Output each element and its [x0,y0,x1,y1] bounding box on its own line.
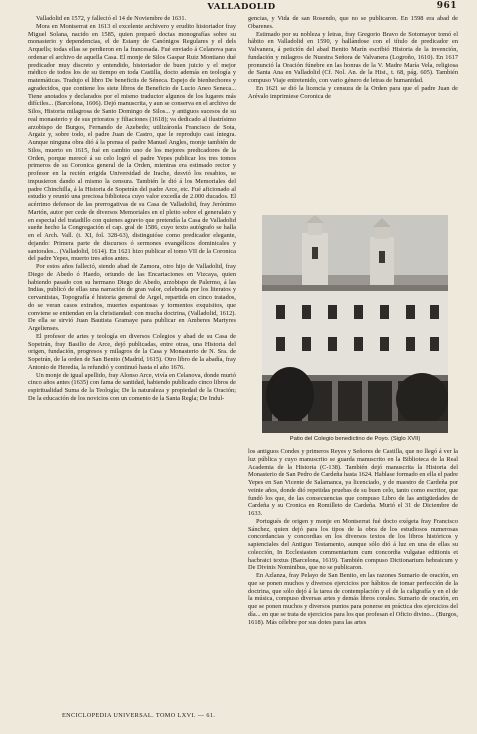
paragraph: Por estos años falleció, siendo abad de Zamora, otro hijo de Valladolid, fray Diego de Abedo ó Haedo, oriundo de las Encartaciones en Vizcaya, quien habiendo pasado con su hermano Diego de Abedo, arzobispo de Palermo, á las Indias, publicó de ellas una narración de gran valor, celebrada por los literatos y cervantistas, Topografía é historia general de Argel, repartida en cinco tratados, do se veran casos extraños, muertes espantosas y tormentos exquisitos, que conviene se entiendan en la christiandad: con mucha doctrina, (Valladolid, 1612). De ella se sirvió Juan Bautista Gramaye para publicar en Amberes Martyres Argelienses. [28,263,236,332]
paragraph: En 1621 se dió la licencia y censura de la Orden para que el padre Juan de Arévalo imprimiese Coronica de [248,84,458,100]
figure-caption: Patio del Colegio benedictino de Poyo. (Siglo XVII) [289,436,421,442]
right-column-bottom [248,448,458,710]
page-header [26,0,457,14]
paragraph: Portugués de origen y monje en Montserrat fué docto exégeta fray Francisco Sánchez, quien dejó para los tipos de la obra de los estudiosos numerosas concordancias y concordias en los diversos textos de los libros históricos y sapienciales del Antiguo Testamento, aunque sólo dió á luz en una de ellas su colección, In Ecclesiasten commentarium cum concordia vulgatae editionis et hacbraici textus (Barcelona, 1619). También compuso Dictionarium hebraicum y De Divinis Nominibus, que no se publicaron. [248,517,458,572]
volume-label: ENCICLOPEDIA UNIVERSAL. TOMO LXVI. — 61. [62,712,216,719]
paragraph: Estimado por su nobleza y letras, fray Gregorio Bravo de Sotomayor tomó el hábito en Valladolid en 1590, y hallándose con el título de predicador en Valvanera, á petición del abad Benito Marín escribió Historia de la invención, fundación y milagros de Nuestra Señora de Valvanera (Logroño, 1610). En 1617 pronunció la Oración fúnebre en las honras de la V. Madre María Vela, religiosa de Santa Ana en Valladolid (Cf. Nol. An. de la Hist., t. 68, pág. 605). También compuso Viaje entretenido, con vario género de letras de humanidad. [248,30,458,84]
courtyard-photograph [262,215,448,433]
paragraph: Valladolid en 1572, y falleció el 14 de Noviembre de 1631. [36,15,187,22]
paragraph: gencias, y Vida de san Rosendo, que no se publicaron. En 1598 era abad de Obarenes. [248,15,458,30]
page-number: 961 [436,1,457,11]
right-column-top [248,15,458,215]
left-column [28,15,236,709]
paragraph: Mora en Montserrat en 1613 el excelente archivero y erudito historiador fray Miguel Solana, nacido en 1585, quien preparó doctas monografías sobre su monasterio y dependencias, el de Estany de Canónigos Regulares y el dels Arquells; todas ellas se perdieron en la francesada. Fué enviado á Celanova para ordenar el archivo de aquella Casa. El monje de Silos Gaspar Ruiz Montiano dué predicador muy discreto y entendido, historiador de buen juicio y el mejor médico de todos los de su tiempo en toda Castilla, docto además en teología y matemáticas. Tradujo el libro De beneficiis de Séneca. Espejo de bienhechores y agradecidos, que contiene los siete libros de Beneficio de Lucio Aneo Seneca... Tiene anotados y declarados por el mismo traductor algunos de los lugares más difíciles... (Barcelona, 1606). Dejó manuscrita, y aun se conserva en el archivo de Silos, Historia milagrosa de Santo Domingo de Silos... y antiguos sucesos de su real monasterio y de sus prioratos y filiaciones (1618); va dedicado al ilustrísimo arzobispo de Burgos, Fernando de Azebedo; utilizáronla Francisco de Sota, Argaiz y, sobre todo, el padre Juan de Castro, que le reprodujo casi íntegra. Aunque ninguna obra dió á la prensa el padre Manuel Angles, monje también de Silos, muerto en 1615, fué en cambio uno de los mejores predicadores de la Orden, porque merecé á su celo logró el padre Yepes publicar los tres tomos primeros de su Coronica general de la Orden, mientras era estimado rector y profesor en la recién erigida Universidad de Irache, desvió los resabios, se impusieron dando al mismo la censura. También le dió á los Memoriales del padre Chinchilla, á la Historia de Sopetrán del padre Arce, etc. Fué aficionado al estudio y reunió una preciosa biblioteca cuyo valor excedía de 2.000 ducados. El acérrimo defensor de las prerrogativas de su Casa de Valladolid, fray Jerónimo Martón, autor per cede de diversos Memoriales en el pleito sobre el generalato y en especial del tratadillo con quienes agravio que pretendía la Casa de Valladolid sueñe hecho la Congregación el cap. gral de 1586, cuyo texto autógrafo se halla en el Arch. Vall. (t. XI, fol. 328-63), distinguióse como predicador elegante, dejando: Primera parte de discursos ó sermones evangélicos dominicales y santorales... (Valladolid, 1614). En 1621 hizo publicar el tomo VII de la Coronica del padre Yepes, muerto tres años antes. [28,22,236,263]
paragraph: El profesor de artes y teología en diversos Colegios y abad de su Casa de Sopetrán, fray Basilio de Arce, dejó publicadas, entre otras, una Historia del origen, fundación, progresos y milagros de la Casa y Monasterio de N. Sra. de Sopetrán, de la orden de San Benito (Madrid, 1615). Otro libro de la abadía, fray Antonio de Heredia, la refundió y continuó hasta el año 1676. [28,332,236,371]
paragraph: En Azlanza, fray Pelayo de San Benito, en las razones Sumario de oración, en que se ponen muchos y diversos ejercicios por hábitos de tomar perfección de la doctrina, que sólo dejó á la tarea de contemplación y el de la caligrafía y en el de la música, compuso diversas artes y demás libros corales. Sumario de oración, en que se ponen muchos y diversos puntos para ponerse en práctica dos ejercicios del día... en que se trata de ejercicios para los que profesan el Oficio divino... (Burgos, 1618). Más célebre por sus dotes para las artes [248,572,458,626]
paragraph: Un monje de igual apellido, fray Alonso Arce, vivía en Celanova, donde murió cinco años antes (1635) con fama de santidad, habiendo publicado cinco libros de espiritualidad Suma de la Teología; De la naturaleza y propiedad de la Oración; De la educación de los novicios con un comento de la Santa Regla; De Indul- [28,371,236,402]
paragraph: los antiguos Condes y primeros Reyes y Señores de Castilla, que no llegó á ver la luz pública y cuyo manuscrito se guarda manuscrito en la Biblioteca de la Real Academia de la Historia (C-138). También dejó manuscrita la Historia del Monasterio de San Pedro de Cardeña hasta 1624. Hablase formado en ella el padre Yepes en San Vicente de Salamanca, ya licenciado, y de maestro de Cardeña por veinte años, donde dió repetidas pruebas de su buen celo, tanto como escritor, que fundó los que, de las consecuencias que compuso Libro de las antigüedades de Cardeña y su Cronica en Romilleto de Cardeña. Murió el 31 de Diciembre de 1633. [248,448,458,517]
running-title: VALLADOLID [207,2,276,12]
